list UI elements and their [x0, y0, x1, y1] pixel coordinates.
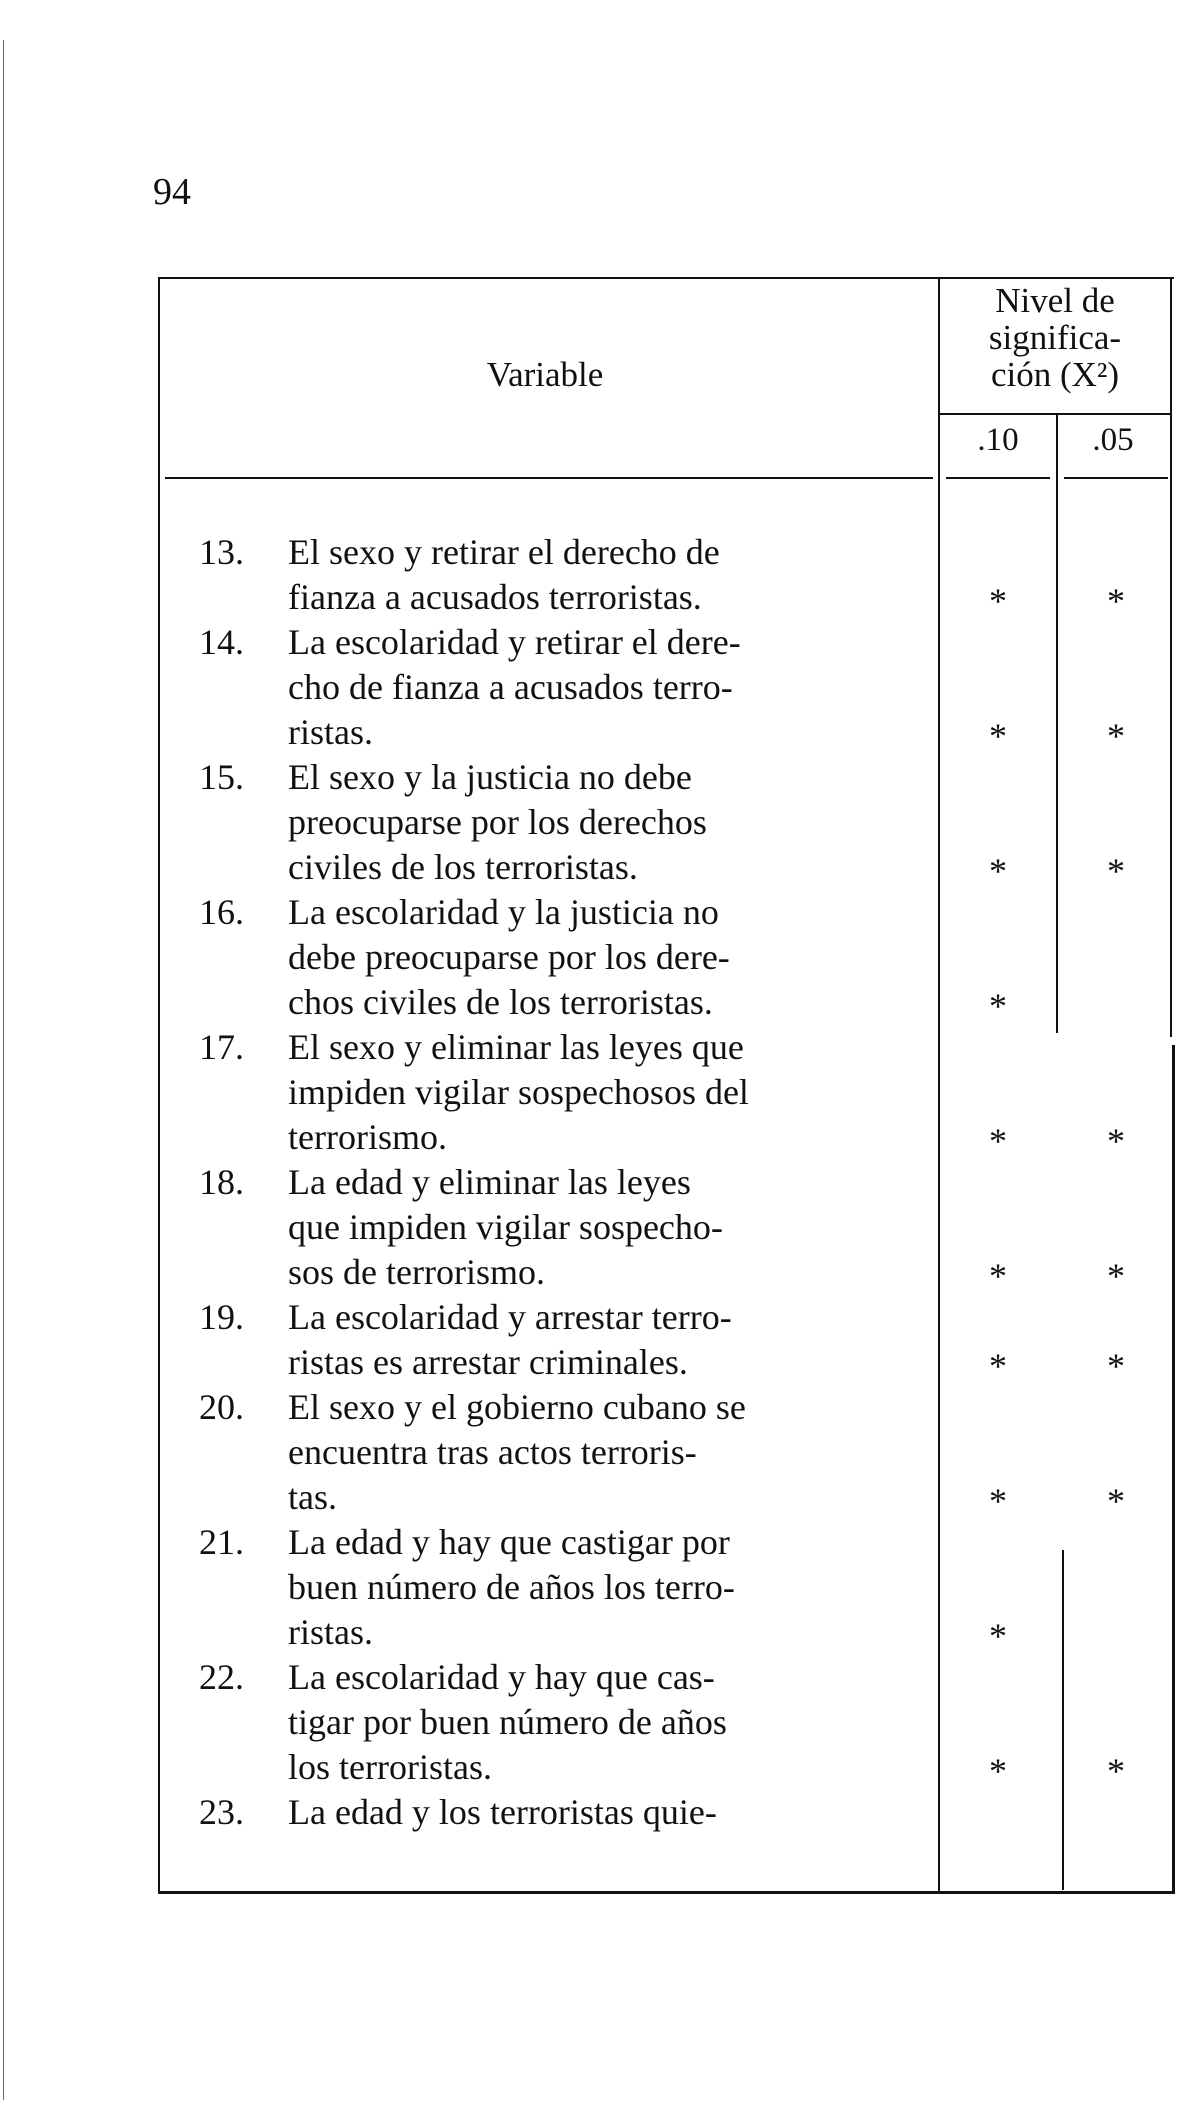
row-text-line: preocuparse por los derechos [288, 802, 707, 842]
row-text-line: buen número de años los terro- [288, 1567, 735, 1607]
significance-05-mark: * [1107, 1346, 1125, 1386]
row-variable-text [288, 530, 900, 620]
row-variable-text [288, 1655, 900, 1790]
row-variable-text [288, 1385, 900, 1520]
scan-edge [3, 40, 4, 2100]
significance-10-mark: * [989, 986, 1007, 1026]
row-number: 16. [199, 892, 244, 932]
row-variable-text [288, 1025, 900, 1160]
row-text-line: La escolaridad y hay que cas- [288, 1657, 715, 1697]
row-variable-text [288, 1295, 900, 1385]
page-number: 94 [153, 171, 191, 213]
row-text-line: fianza a acusados terroristas. [288, 577, 702, 617]
row-text-line: ristas es arrestar criminales. [288, 1342, 688, 1382]
row-text-line: El sexo y la justicia no debe [288, 757, 692, 797]
row-variable-text [288, 1790, 900, 1835]
row-text-line: tigar por buen número de años [288, 1702, 727, 1742]
row-text-line: los terroristas. [288, 1747, 492, 1787]
significance-10-mark: * [989, 1751, 1007, 1791]
row-text-line: impiden vigilar sospechosos del [288, 1072, 749, 1112]
row-variable-text [288, 890, 900, 1025]
significance-header-line-1: Nivel de [995, 281, 1115, 320]
row-text-line: ristas. [288, 712, 373, 752]
sig-05-column-header: .05 [1092, 422, 1134, 458]
significance-10-mark: * [989, 1256, 1007, 1296]
row-text-line: El sexo y retirar el derecho de [288, 532, 720, 572]
row-text-line: El sexo y eliminar las leyes que [288, 1027, 744, 1067]
row-text-line: ristas. [288, 1612, 373, 1652]
variable-header-rule [165, 477, 933, 479]
significance-10-mark: * [989, 1616, 1007, 1656]
row-text-line: La edad y los terroristas quie- [288, 1792, 717, 1832]
significance-05-mark: * [1107, 1121, 1125, 1161]
table-bottom-rule [158, 1891, 1175, 1894]
row-number: 23. [199, 1792, 244, 1832]
significance-05-mark: * [1107, 581, 1125, 621]
row-text-line: encuentra tras actos terroris- [288, 1432, 697, 1472]
table-left-border [158, 277, 160, 1893]
significance-10-mark: * [989, 716, 1007, 756]
row-variable-text [288, 1160, 900, 1295]
row-number: 21. [199, 1522, 244, 1562]
row-text-line: La edad y eliminar las leyes [288, 1162, 691, 1202]
significance-10-mark: * [989, 851, 1007, 891]
significance-05-mark: * [1107, 1751, 1125, 1791]
row-number: 20. [199, 1387, 244, 1427]
row-number: 13. [199, 532, 244, 572]
significance-column-divider-lower [1062, 1550, 1064, 1890]
row-number: 19. [199, 1297, 244, 1337]
row-text-line: La escolaridad y retirar el dere- [288, 622, 741, 662]
variable-column-divider [938, 277, 940, 1893]
significance-10-mark: * [989, 1346, 1007, 1386]
row-text-line: terrorismo. [288, 1117, 447, 1157]
variable-column-header: Variable [486, 355, 604, 394]
row-variable-text [288, 1520, 900, 1655]
row-text-line: civiles de los terroristas. [288, 847, 638, 887]
significance-column-divider [1056, 413, 1058, 1033]
row-text-line: La escolaridad y la justicia no [288, 892, 719, 932]
significance-10-mark: * [989, 1121, 1007, 1161]
row-text-line: que impiden vigilar sospecho- [288, 1207, 723, 1247]
significance-05-mark: * [1107, 716, 1125, 756]
significance-10-mark: * [989, 581, 1007, 621]
row-text-line: tas. [288, 1477, 337, 1517]
significance-level-header [940, 282, 1170, 393]
row-variable-text [288, 755, 900, 890]
row-number: 15. [199, 757, 244, 797]
table-right-border-lower [1172, 1045, 1175, 1893]
row-variable-text [288, 620, 900, 755]
significance-header-line-3: ción (X²) [990, 355, 1120, 394]
row-text-line: chos civiles de los terroristas. [288, 982, 713, 1022]
row-text-line: sos de terrorismo. [288, 1252, 545, 1292]
row-number: 17. [199, 1027, 244, 1067]
significance-05-mark: * [1107, 1481, 1125, 1521]
significance-05-mark: * [1107, 1256, 1125, 1296]
row-number: 14. [199, 622, 244, 662]
sig-10-column-header: .10 [977, 422, 1019, 458]
col05-header-rule [1064, 477, 1168, 479]
row-text-line: cho de fianza a acusados terro- [288, 667, 733, 707]
row-text-line: El sexo y el gobierno cubano se [288, 1387, 746, 1427]
table-right-border-upper [1170, 277, 1172, 1037]
significance-header-line-2: significa- [988, 318, 1122, 357]
row-number: 22. [199, 1657, 244, 1697]
col10-header-rule [946, 477, 1050, 479]
table-top-rule [158, 277, 1174, 279]
row-text-line: debe preocuparse por los dere- [288, 937, 730, 977]
significance-10-mark: * [989, 1481, 1007, 1521]
row-number: 18. [199, 1162, 244, 1202]
row-text-line: La escolaridad y arrestar terro- [288, 1297, 732, 1337]
significance-05-mark: * [1107, 851, 1125, 891]
row-text-line: La edad y hay que castigar por [288, 1522, 730, 1562]
